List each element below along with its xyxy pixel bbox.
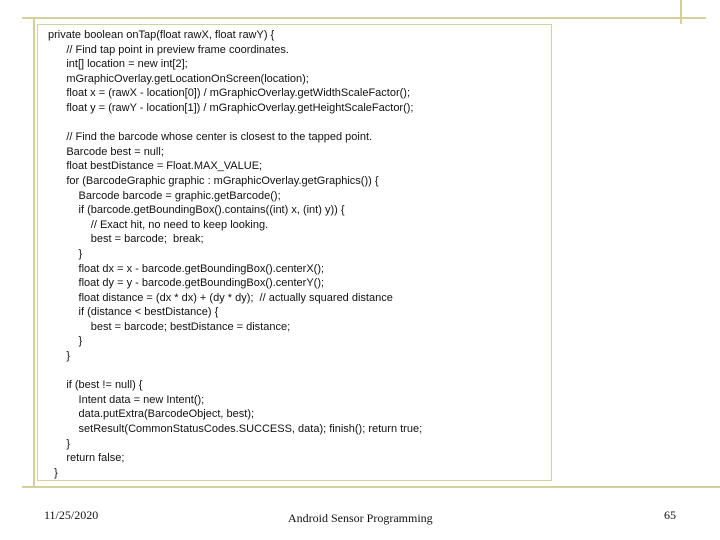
code-line: float y = (rawY - location[1]) / mGraphicOverlay.getHeightScaleFactor();	[48, 101, 414, 114]
code-line: Barcode barcode = graphic.getBarcode();	[48, 189, 281, 202]
code-line: Barcode best = null;	[48, 145, 164, 158]
code-line: if (barcode.getBoundingBox().contains((int) x, (int) y)) {	[48, 204, 345, 217]
decorative-top-tick	[680, 0, 682, 24]
code-line: }	[48, 437, 71, 450]
code-line: return false;	[48, 452, 125, 465]
code-line: float x = (rawX - location[0]) / mGraphicOverlay.getWidthScaleFactor();	[48, 87, 410, 100]
code-block	[48, 28, 422, 480]
footer-title: Android Sensor Programming	[288, 511, 433, 525]
code-line: best = barcode; bestDistance = distance;	[48, 320, 291, 333]
code-line: float dx = x - barcode.getBoundingBox().centerX();	[48, 262, 325, 275]
decorative-bottom-rule	[22, 486, 720, 488]
code-line: // Find the barcode whose center is closest to the tapped point.	[48, 131, 373, 144]
code-line: private boolean onTap(float rawX, float rawY) {	[48, 29, 275, 41]
code-line: best = barcode; break;	[48, 233, 204, 246]
code-line	[48, 364, 422, 379]
page-number: 65	[664, 508, 676, 522]
code-line: int[] location = new int[2];	[48, 58, 188, 71]
code-line: // Find tap point in preview frame coordinates.	[48, 43, 289, 56]
code-line: }	[48, 247, 83, 260]
code-line: }	[48, 466, 58, 479]
code-line: float distance = (dx * dx) + (dy * dy); // actually squared distance	[48, 291, 393, 304]
code-line: }	[48, 335, 83, 348]
code-line: Intent data = new Intent();	[48, 393, 205, 406]
code-line: }	[48, 350, 71, 363]
code-line: if (distance < bestDistance) {	[48, 306, 219, 319]
code-line: data.putExtra(BarcodeObject, best);	[48, 408, 255, 421]
code-line	[48, 116, 422, 131]
decorative-top-rule	[22, 17, 706, 19]
code-line: float dy = y - barcode.getBoundingBox().centerY();	[48, 277, 325, 290]
code-line: // Exact hit, no need to keep looking.	[48, 218, 269, 231]
footer-date: 11/25/2020	[44, 508, 99, 522]
code-line: for (BarcodeGraphic graphic : mGraphicOverlay.getGraphics()) {	[48, 174, 379, 187]
code-line: mGraphicOverlay.getLocationOnScreen(location);	[48, 72, 309, 85]
code-line: if (best != null) {	[48, 379, 143, 392]
code-line: float bestDistance = Float.MAX_VALUE;	[48, 160, 263, 173]
code-line: setResult(CommonStatusCodes.SUCCESS, data); finish(); return true;	[48, 423, 423, 436]
decorative-left-rule	[33, 17, 35, 487]
